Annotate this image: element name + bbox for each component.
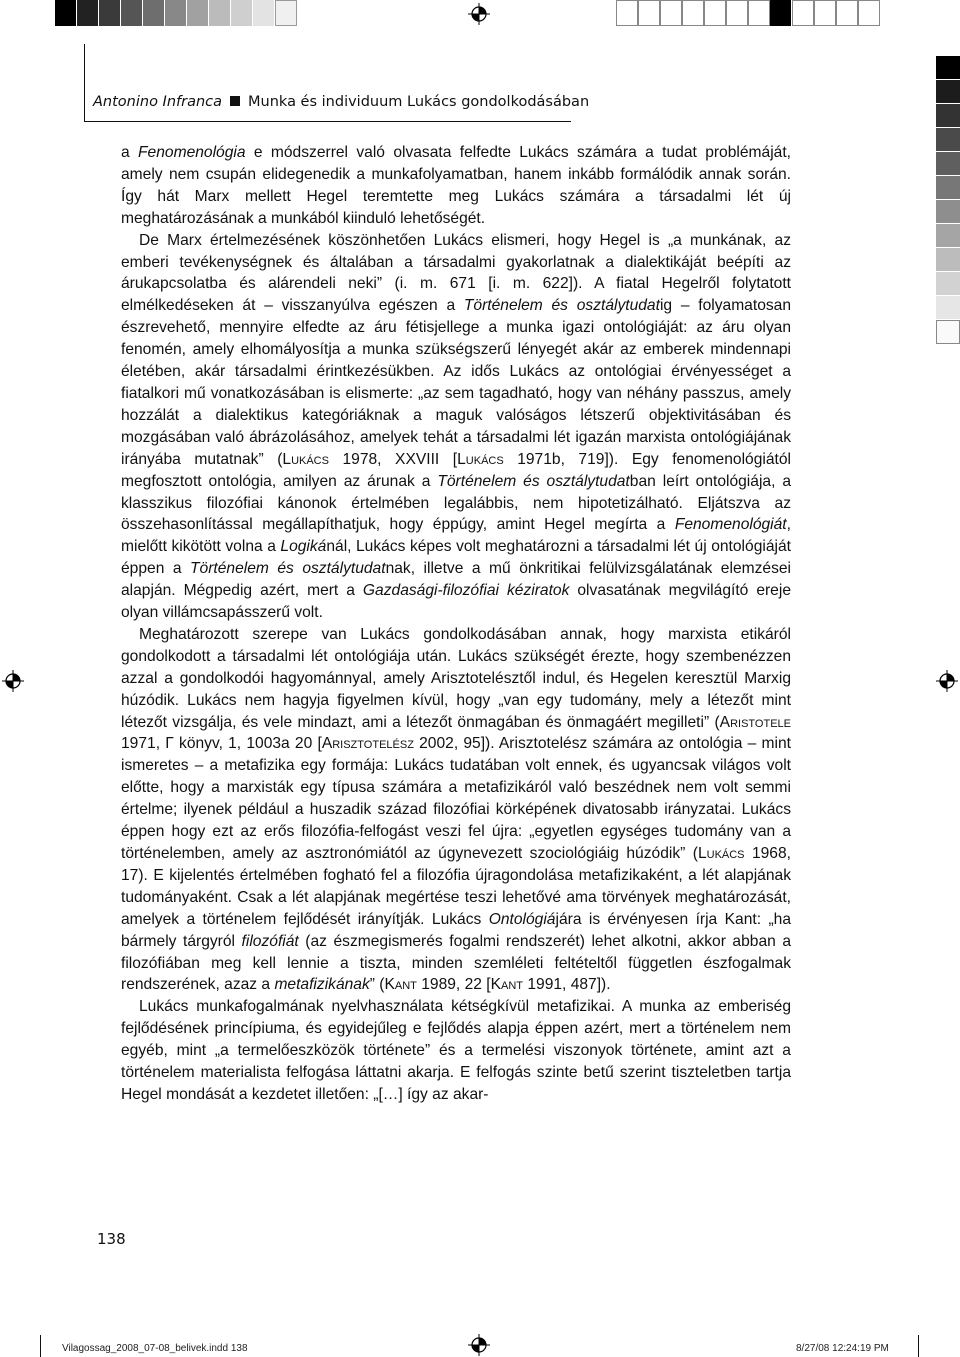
- paragraph: De Marx értelmezésének köszönhetően Lukács elismeri, hogy Hegel is „a munkának, az emberi tevékenységnek és általában a társadalmi gyakorlatnak a dialektikáját beépíti az árukapcsolatba és alárendeli neki” (i. m. 671 [i. m. 622]). A fiatal Hegelről folytatott elmélkedéseken át – visszanyúlva egészen a Történelem és osztálytudatig – folyamatosan észrevehető, mennyire elfedte az áru fétisjellege a munka igazi ontológiáját: az áru olyan fenomén, amely elhomályosítja a munka szükségszerű lényegét akár az emberek mindennapi életében, akár társadalmi érintkezésükben. Az idős Lukács az ontológiai érvényességet a fiatalkori mű vonatkozásában is elismerte: „az sem tagadható, hogy van néhány passzus, amely hozzálát a dialektikus kategóriáknak a maguk valóságos létszerű objektivitásában és mozgásában való ábrázolásához, amelyek tehát a társadalmi lét igazán marxista ontológiájának irányába mutatnak” (Lukács 1978, XXVIII [Lukács 1971b, 719]). Egy fenomenológiától megfosztott ontológia, amilyen az árunak a Történelem és osztálytudatban leírt ontológiája, a klasszikus filozófiai kánonok értelmében legalábbis, nem hipotetizálható. Eljátszva az összehasonlítással megállapíthatjuk, hogy éppúgy, amint Hegel megírta a Fenomenológiát, mielőtt kikötött volna a Logikánál, Lukács képes volt meghatározni a társadalmi lét új ontológiáját éppen a Történelem és osztálytudatnak, illetve a mű önkritikai felülvizsgálatának elemzései alapján. Mégpedig azért, mert a Gazdasági-filozófiai kéziratok olvasatának megvilágító ereje olyan villámcsapásszerű volt.: [121, 231, 792, 622]
- print-grayscale-strip: [936, 56, 960, 344]
- header-author: Antonino Infranca: [93, 94, 223, 110]
- registration-mark-bottom: [468, 1334, 490, 1356]
- crop-mark: [918, 1335, 919, 1357]
- header-title: Munka és individuum Lukács gondolkodásában: [248, 94, 590, 110]
- footer-filename: Vilagossag_2008_07-08_belivek.indd 138: [62, 1343, 248, 1354]
- footer-timestamp: 8/27/08 12:24:19 PM: [796, 1343, 889, 1354]
- page-number: 138: [97, 1230, 126, 1248]
- registration-mark-left: [2, 670, 24, 692]
- running-header: [93, 94, 589, 110]
- body-text: [121, 142, 791, 1106]
- square-bullet-icon: [230, 96, 240, 106]
- header-rule-horizontal: [84, 121, 571, 122]
- paragraph: Lukács munkafogalmának nyelvhasználata kétségkívül metafizikai. A munka az emberiség fejlődésének princípiuma, és egyidejűleg e fejlődés alapja éppen azért, mert a történelem nem egyéb, mint „a termelőeszközök története” és a termelési viszonyok története, amint azt a történelem materialista felfogása láttatni akarja. E felfogás szinte betű szerint tiszteletben tartja Hegel mondását a kezdetet illetően: „[…] így az akar-: [121, 998, 791, 1103]
- print-color-bar-right: [616, 0, 880, 26]
- header-rule-vertical: [84, 44, 85, 122]
- registration-mark-right: [936, 670, 958, 692]
- paragraph: a Fenomenológia e módszerrel való olvasata felfedte Lukács számára a tudat problémáját, amely nem csupán elidegenedik a munkafolyamatban, hanem inkább formálódik annak során. Így hát Marx mellett Hegel teremtette meg Lukács számára a társadalmi lét új meghatározásának a munkából kiinduló lehetőségét.: [121, 144, 792, 227]
- print-color-bar-left: [55, 0, 297, 26]
- paragraph: Meghatározott szerepe van Lukács gondolkodásában annak, hogy marxista etikáról gondolkodott a társadalmi lét ontológiája után. Lukács szükségét érezte, hogy szembenézzen azzal a gondolkodói hagyománnyal, amely Arisztotelésztől indul, és Hegelen keresztül Marxig húzódik. Lukács nem hagyja figyelmen kívül, hogy „van egy tudomány, mely a létezőt mint létezőt vizsgálja, és vele mindazt, ami a létezőt önmagában és önmagáért megilleti” (Aristotele 1971, Γ könyv, 1, 1003a 20 [Arisztotelész 2002, 95]). Arisztotelész számára az ontológia – mint ismeretes – a metafizika egy formája: Lukács tudatában volt ennek, és ugyancsak világos volt előtte, hogy a marxisták egy típusa számára a metafizikáról való beszédnek nem volt semmi értelme; ilyenek például a huszadik század filozófiai körképének divatosabb irányzatai. Lukács éppen hogy ezt az erős filozófia-felfogást veszi fel újra: „egyetlen egységes tudomány van a történelemben, amely az asztronómiától az úgynevezett szociológiáig húzódik” (Lukács 1968, 17). E kijelentés értelmében fogható fel a filozófia újragondolása metafizikaként, a lét alapjának tudományaként. Csak a lét alapjának megértése teszi lehetővé ama törvények meghatározását, amelyek a történelem fejlődését irányítják. Lukács Ontológiájára is érvényesen írja Kant: „ha bármely tárgyról filozófiát (az észmegismerés fogalmi rendszerét) lehet alkotni, akkor abban a filozófiában meg kell lennie a tiszta, minden szemléleti feltételtől független észfogalmak rendszerének, azaz a metafizikának” (Kant 1989, 22 [Kant 1991, 487]).: [121, 625, 792, 994]
- registration-mark-top: [468, 3, 490, 25]
- crop-mark: [40, 1335, 41, 1357]
